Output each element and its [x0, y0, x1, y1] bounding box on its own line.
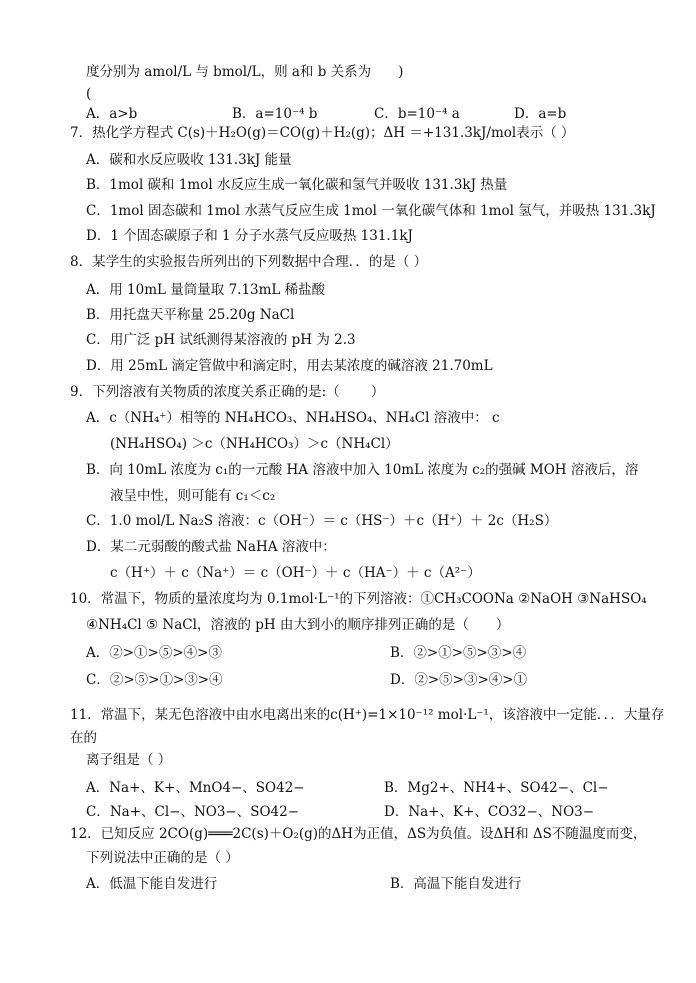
q11-option-d: D．Na+、K+、CO32−、NO3−: [384, 804, 595, 820]
intro-line-2: (: [86, 86, 92, 102]
q9-option-c: C．1.0 mol/L Na₂S 溶液：c（OH⁻）＝ c（HS⁻）＋c（H⁺）＋ 2c（H₂S）: [86, 513, 558, 529]
q7-stem: 7．热化学方程式 C(s)＋H₂O(g)＝CO(g)＋H₂(g)；ΔH ＝+131.3kJ/mol表示（ ）: [70, 125, 575, 141]
q9-option-d-line2: c（H⁺）＋ c（Na⁺）＝ c（OH⁻）＋ c（HA⁻）＋ c（A²⁻）: [110, 565, 481, 581]
q8-option-b: B．用托盘天平称量 25.20g NaCl: [86, 307, 295, 323]
q9-option-a-line1: A．c（NH₄⁺）相等的 NH₄HCO₃、NH₄HSO₄、NH₄Cl 溶液中： c: [86, 410, 500, 426]
q11-option-a: A．Na+、K+、MnO4−、SO42−: [86, 780, 305, 796]
q7-option-c: C．1mol 固态碳和 1mol 水蒸气反应生成 1mol 一氧化碳气体和 1mol 氢气，并吸热 131.3kJ: [86, 203, 656, 219]
q8-stem: 8．某学生的实验报告所列出的下列数据中合理．．的是（ ）: [70, 254, 428, 270]
intro-option-d: D．a=b: [514, 106, 567, 122]
q9-option-d-line1: D．某二元弱酸的酸式盐 NaHA 溶液中：: [86, 539, 336, 555]
q11-stem-line1: 11．常温下，某无色溶液中由水电离出来的c(H⁺)=1×10⁻¹² mol·L⁻¹，该溶液中一定能．．．大量存: [70, 707, 665, 723]
q11-option-b: B．Mg2+、NH4+、SO42−、Cl−: [384, 780, 609, 796]
q7-option-b: B．1mol 碳和 1mol 水反应生成一氧化碳和氢气并吸收 131.3kJ 热量: [86, 177, 508, 193]
q7-option-a: A．碳和水反应吸收 131.3kJ 能量: [86, 152, 292, 168]
q10-stem-line2: ④NH₄Cl ⑤ NaCl，溶液的 pH 由大到小的顺序排列正确的是（ ）: [86, 617, 510, 633]
intro-line-1: 度分别为 amol/L 与 bmol/L，则 a和 b 关系为 ): [86, 64, 404, 80]
q9-stem: 9．下列溶液有关物质的浓度关系正确的是:（ ）: [70, 384, 385, 400]
q8-option-d: D．用 25mL 滴定管做中和滴定时，用去某浓度的碱溶液 21.70mL: [86, 358, 493, 374]
q12-stem-line2: 下列说法中正确的是（ ）: [86, 850, 239, 866]
q10-option-a: A．②>①>⑤>④>③: [86, 645, 222, 661]
q9-option-a-line2: (NH₄HSO₄) ＞c（NH₄HCO₃）＞c（NH₄Cl）: [110, 436, 399, 452]
q10-option-d: D．②>⑤>③>④>①: [390, 672, 528, 688]
intro-option-c: C．b=10⁻⁴ a: [374, 106, 460, 122]
q10-option-b: B．②>①>⑤>③>④: [390, 645, 527, 661]
intro-option-a: A．a>b: [86, 106, 138, 122]
q7-option-d: D．1 个固态碳原子和 1 分子水蒸气反应吸热 131.1kJ: [86, 228, 413, 244]
q10-option-c: C．②>⑤>①>③>④: [86, 672, 223, 688]
q11-option-c: C．Na+、Cl−、NO3−、SO42−: [86, 804, 300, 820]
q12-stem-line1: 12．已知反应 2CO(g)═══2C(s)＋O₂(g)的ΔH为正值，ΔS为负值。设ΔH和 ΔS不随温度而变，: [70, 826, 647, 842]
q10-stem-line1: 10．常温下，物质的量浓度均为 0.1mol·L⁻¹的下列溶液：①CH₃COONa ②NaOH ③NaHSO₄: [70, 591, 647, 607]
q8-option-c: C．用广泛 pH 试纸测得某溶液的 pH 为 2.3: [86, 332, 356, 348]
q9-option-b-line1: B．向 10mL 浓度为 c₁的一元酸 HA 溶液中加入 10mL 浓度为 c₂的强碱 MOH 溶液后，溶: [86, 462, 639, 478]
intro-option-b: B．a=10⁻⁴ b: [232, 106, 318, 122]
q9-option-b-line2: 液呈中性，则可能有 c₁＜c₂: [110, 488, 276, 504]
q12-option-a: A．低温下能自发进行: [86, 876, 218, 892]
q8-option-a: A．用 10mL 量筒量取 7.13mL 稀盐酸: [86, 282, 326, 298]
q12-option-b: B．高温下能自发进行: [390, 876, 522, 892]
q11-stem-line2: 在的: [70, 730, 97, 746]
q11-stem-line3: 离子组是（ ）: [86, 752, 172, 768]
